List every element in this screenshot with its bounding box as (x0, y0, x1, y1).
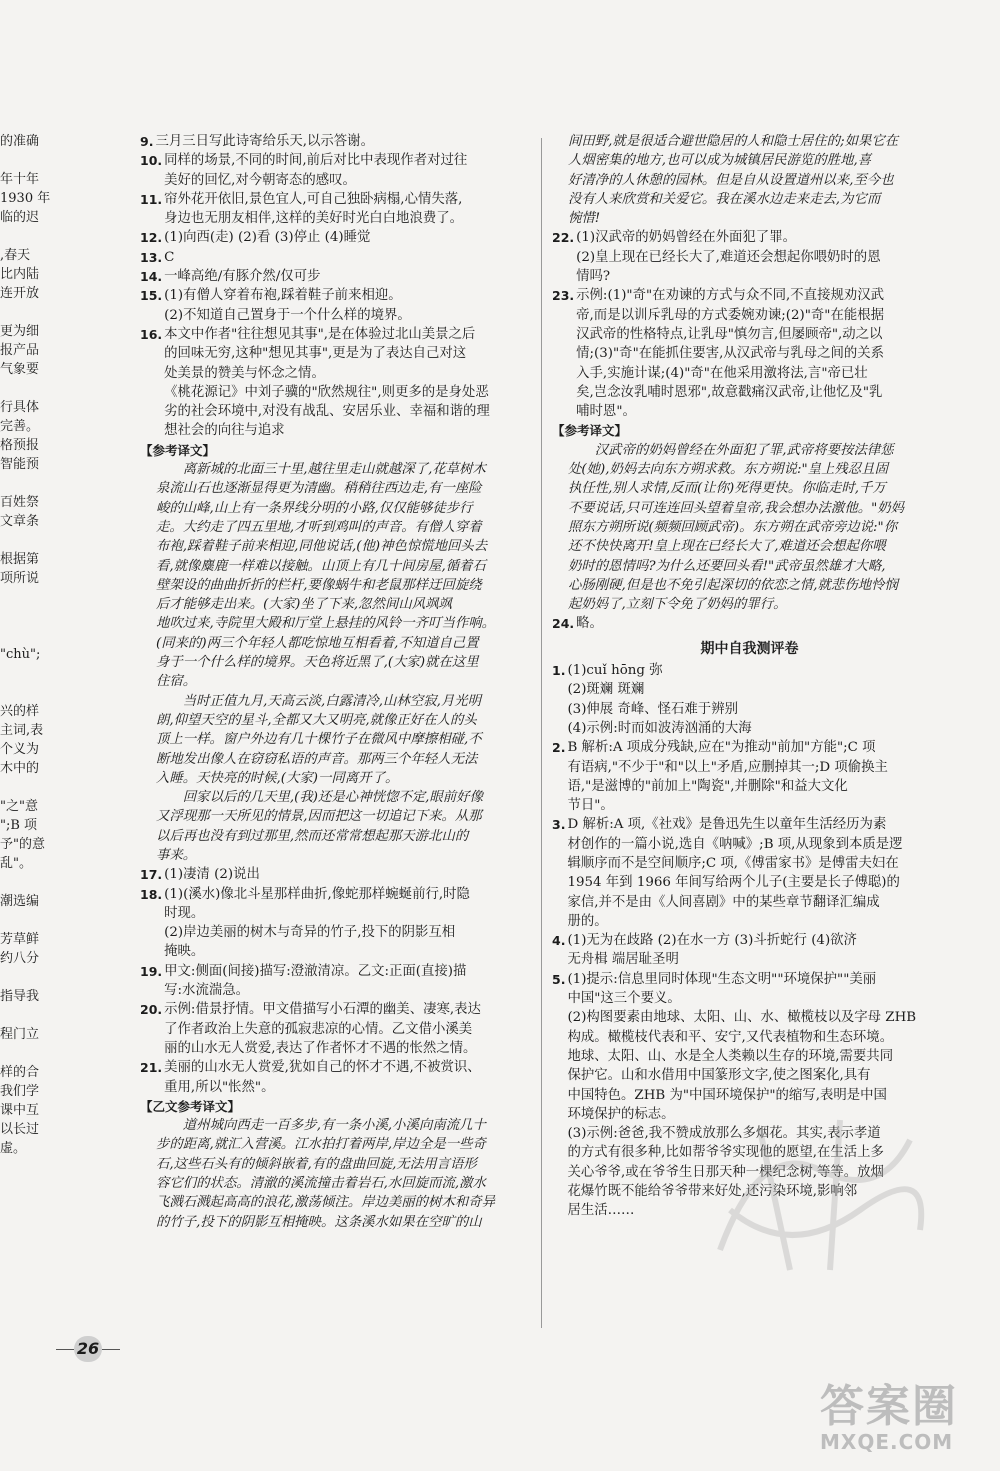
answer-item (140, 248, 532, 267)
translation-line: 朗,仰望天空的星斗,全都又大又明亮,就像正好在人的头 (156, 712, 477, 728)
translation-line: 离新城的北面三十里,越往里走山就越深了,花草树木 (182, 462, 486, 478)
answer-line: 甲文:侧面(间接)描写:澄澈清凉。乙文:正面(直接)描 (164, 963, 467, 979)
answer-text (164, 190, 532, 229)
answer-line: (2)岸边美丽的树木与奇异的竹子,投下的阴影互相 (164, 925, 456, 941)
answer-line: 美好的回忆,对今朝寄态的感叹。 (164, 172, 356, 188)
answer-line: (1)cuǐ hōng 弥 (567, 663, 663, 679)
fragment-line: "chù"; (0, 647, 41, 662)
translation-block (552, 441, 947, 615)
answer-line: 三月三日写此诗寄给乐天,以示答谢。 (155, 134, 374, 149)
fragment-line: 兴的样 (0, 704, 40, 719)
fragment-line: 年十年 (0, 172, 40, 187)
answer-line: 无舟楫 端居耻圣明 (567, 952, 679, 968)
fragment-line: 约八分 (0, 951, 40, 966)
answer-line: 居生活…… (567, 1203, 635, 1219)
answer-line: 地球、太阳、山、水是全人类赖以生存的环境,需要共同 (567, 1048, 894, 1064)
fragment-line: 样的合 (0, 1065, 40, 1080)
fragment-line (0, 911, 52, 930)
answer-text (164, 151, 532, 190)
translation-header: 【参考译文】 (552, 423, 628, 439)
answer-item (552, 931, 947, 970)
fragment-line (0, 1006, 52, 1025)
translation-line: 不要说话,只可连连回头望着皇帝,我会想办法激他。"奶妈 (568, 500, 905, 516)
translation-line: 身于一个什么样的境界。天色将近黑了,(大家)就在这里 (156, 655, 479, 671)
answer-text (164, 865, 532, 884)
translation-line: 奶时的恩情吗?为什么还要回头看!"武帝虽然雄才大略, (568, 558, 886, 574)
fragment-line: 行具体 (0, 400, 40, 415)
answer-text (164, 286, 532, 325)
translation-line: 间田野,就是很适合避世隐居的人和隐士居住的;如果它在 (568, 134, 899, 149)
fragment-line: "之"意 (0, 799, 38, 814)
translation-line: (同来的)两三个年轻人都吃惊地互相看着,不知道自己置 (156, 635, 479, 651)
fragment-line (0, 1044, 52, 1063)
translation-line: 飞溅石溅起高高的浪花,激荡倾注。岸边美丽的树木和奇异 (156, 1195, 496, 1211)
translation-line: 惋惜! (568, 211, 601, 227)
fragment-line: 报产品 (0, 343, 40, 358)
fragment-line: 气象要 (0, 362, 40, 377)
answer-line: (2)构图要素由地球、太阳、山、水、橄榄枝以及字母 ZHB (567, 1010, 917, 1026)
answer-item (552, 614, 947, 633)
answer-line: 身边也无朋友相伴,这样的美好时光白白地浪费了。 (164, 211, 464, 227)
answer-number: 5. (552, 971, 566, 987)
translation-line: 没有人来欣赏和关爱它。我在溪水边走来走去,为它而 (568, 191, 881, 207)
fragment-line: 木中的 (0, 761, 40, 776)
fragment-line: 完善。 (0, 419, 40, 434)
column-divider (541, 138, 542, 1328)
translation-line: 执任性,别人求情,反而(让你)死得更快。你临走时,千万 (568, 481, 886, 497)
answer-line: 示例:(1)"奇"在劝谏的方式与众不同,不直接规劝汉武 (576, 288, 885, 304)
answer-line: 辑顺序而不是空间顺序;C 项,《傅雷家书》是傅雷夫妇在 (567, 855, 899, 871)
translation-block (552, 132, 947, 228)
fragment-line: 智能预 (0, 457, 40, 472)
fragment-line: 我们学 (0, 1084, 40, 1099)
answer-line: 情吗? (576, 269, 611, 285)
answer-text (164, 248, 532, 267)
translation-line: 顶上一样。窗户外边有几十棵竹子在微风中摩擦相碰,不 (156, 732, 482, 748)
answer-line: 美丽的山水无人赏爱,犹如自己的怀才不遇,不被赏识、 (164, 1060, 481, 1076)
answer-line: 《桃花源记》中刘子骥的"欣然规往",则更多的是身处恶 (164, 384, 489, 400)
answer-line: 重用,所以"怅然"。 (164, 1079, 275, 1095)
answer-number: 3. (552, 817, 566, 833)
translation-line: 壁架设的曲曲折折的栏杆,要像蜗牛和老鼠那样迂回旋绕 (156, 577, 482, 593)
fragment-line: 临的迟 (0, 210, 40, 225)
answer-line: 哺时恩"。 (576, 404, 636, 420)
fragment-line: 百姓祭 (0, 495, 40, 510)
answer-line: 写:水流湍急。 (164, 983, 250, 999)
translation-line: 回家以后的几天里,(我)还是心神恍惚不定,眼前好像 (182, 790, 483, 806)
answer-line: 帘外花开依旧,景色宜人,可自己独卧病榻,心情失落, (164, 191, 463, 207)
answer-line: 关心爷爷,或在爷爷生日那天种一棵纪念树,等等。放烟 (567, 1164, 884, 1180)
fragment-line (0, 531, 52, 550)
answer-item (552, 815, 947, 931)
fragment-line: ";B 项 (0, 818, 38, 833)
translation-line: 好清净的人休憩的园林。但是自从设置道州以来,至今也 (568, 172, 894, 188)
answer-line: 语,"是滋博的"前加上"陶瓷",并删除"和益大文化 (567, 778, 848, 794)
fragment-line (0, 227, 52, 246)
answer-text (164, 885, 532, 962)
fragment-line (0, 379, 52, 398)
answer-number: 4. (552, 933, 566, 949)
translation-line: 入睡。天快亮的时候,(大家)一同离开了。 (156, 770, 399, 786)
answer-line: 花爆竹既不能给爷爷带来好处,还污染环境,影响邻 (567, 1184, 858, 1200)
answer-number: 10. (140, 153, 163, 169)
answer-line: 入手,实施计谋;(4)"奇"在他采用激将法,言"帝已壮 (576, 365, 868, 381)
answer-text (567, 815, 947, 931)
answer-number: 2. (552, 740, 566, 756)
site-watermark (820, 1370, 958, 1454)
fragment-line (0, 778, 52, 797)
fragment-line (0, 303, 52, 322)
translation-line: 心肠刚硬,但是也不免引起深切的依恋之情,就悲伤地怜悯 (568, 577, 898, 593)
answer-number: 16. (140, 326, 163, 342)
fragment-line: 乱"。 (0, 856, 32, 871)
answer-item (552, 661, 947, 738)
answer-item (552, 286, 947, 421)
answer-number: 13. (140, 249, 163, 265)
answer-number: 23. (552, 288, 575, 304)
answer-item (140, 1058, 532, 1097)
answer-item (140, 132, 532, 151)
answer-line: 有语病,"不少于"和"以上"矛盾,应删掉其一;D 项偷换主 (567, 759, 888, 775)
translation-line: 石,这些石头有的倾斜嵌着,有的盘曲回旋,无法用言语形 (156, 1156, 477, 1172)
answer-item (140, 228, 532, 247)
answer-line: 情;(3)"奇"在能抓住要害,从汉武帝与乳母之间的关系 (576, 346, 885, 362)
answer-line: 环境保护的标志。 (567, 1106, 675, 1122)
answer-number: 17. (140, 867, 163, 883)
answer-line: (1)有僧人穿着布袍,踩着鞋子前来相迎。 (164, 288, 402, 304)
fragment-line (0, 968, 52, 987)
answer-text (567, 738, 947, 815)
translation-line: 道州城向西走一百多步,有一条小溪,小溪向南流几十 (182, 1118, 486, 1134)
stamp-watermark (700, 1100, 930, 1280)
fragment-line: 的准确 (0, 134, 40, 149)
translation-line: 峻的山峰,山上有一条界线分明的小路,仅仅能够徒步行 (156, 500, 473, 516)
fragment-line: 文章条 (0, 514, 40, 529)
answer-line: 略。 (576, 616, 603, 632)
answer-line: 劣的社会环境中,对没有战乱、安居乐业、幸福和谐的理 (164, 404, 490, 420)
translation-line: 人烟密集的地方,也可以成为城镇居民游览的胜地,喜 (568, 153, 872, 169)
fragment-line (0, 873, 52, 892)
answer-number: 18. (140, 886, 163, 902)
fragment-line (0, 664, 52, 683)
answer-line: 矣,岂念汝乳哺时恩邪",故意戳痛汉武帝,让他忆及"乳 (576, 384, 883, 400)
answer-line: 同样的场景,不同的时间,前后对比中表现作者对过往 (164, 153, 468, 169)
answer-text (576, 286, 947, 421)
fragment-line: 予"的意 (0, 837, 45, 852)
fragment-line (0, 607, 52, 626)
middle-column (140, 132, 532, 1232)
translation-line: 步的距离,就汇入营溪。江水拍打着两岸,岸边全是一些奇 (156, 1137, 486, 1153)
answer-number: 14. (140, 269, 163, 285)
right-column (552, 132, 947, 1221)
left-column-fragments (0, 132, 52, 1158)
page-number (56, 1336, 120, 1362)
answer-text (164, 267, 532, 286)
translation-line: 当时正值九月,天高云淡,白露清冷,山林空寂,月光明 (182, 693, 482, 709)
translation-line: 走。大约走了四五里地,才听到鸡叫的声音。有僧人穿着 (156, 519, 482, 535)
translation-block (140, 1116, 532, 1232)
answer-line: 本文中作者"往往想见其事",是在体验过北山美景之后 (164, 326, 476, 342)
answer-item (140, 885, 532, 962)
translation-line: 的竹子,投下的阴影互相掩映。这条溪水如果在空旷的山 (156, 1214, 482, 1230)
answer-line: (1)(溪水)像北斗星那样曲折,像蛇那样蜿蜒前行,时隐 (164, 886, 470, 902)
answer-item (140, 962, 532, 1001)
fragment-line (0, 588, 52, 607)
translation-line: 处(她),奶妈去向东方朔求救。东方朔说:"皇上残忍且固 (568, 462, 888, 478)
answer-line: 掩映。 (164, 944, 205, 960)
answer-line: 帝,而是以训斥乳母的方式委婉劝谏;(2)"奇"在能根据 (576, 307, 885, 323)
answer-text (164, 228, 532, 247)
watermark-url: MXQE.COM (820, 1430, 954, 1454)
fragment-line: 更为细 (0, 324, 40, 339)
translation-line: 泉流山石也逐渐显得更为清幽。稍稍往西边走,有一座险 (156, 481, 482, 497)
translation-header: 【参考译文】 (140, 442, 216, 458)
answer-item (140, 865, 532, 884)
answer-item (552, 228, 947, 286)
translation-line: 住宿。 (156, 674, 197, 690)
fragment-line (0, 151, 52, 170)
answer-line: 1954 年到 1966 年间写给两个儿子(主要是长子傅聪)的 (567, 875, 900, 891)
translation-line: 后才能够走出来。(大家)坐了下来,忽然间山风飒飒 (156, 597, 452, 613)
fragment-line: 个义为 (0, 742, 40, 757)
answer-text (164, 325, 532, 441)
translation-line: 起奶妈了,立刻下令免了奶妈的罪行。 (568, 597, 787, 613)
answer-line: 的回味无穷,这种"想见其事",更是为了表达自己对这 (164, 346, 467, 362)
answer-item (140, 286, 532, 325)
answer-text (576, 614, 947, 633)
answer-line: 节日"。 (567, 798, 614, 814)
answer-number: 9. (140, 134, 154, 149)
answer-line: (2)斑斓 斑斓 (567, 682, 645, 698)
fragment-line: 主词,表 (0, 723, 44, 738)
answer-line: (1)汉武帝的奶妈曾经在外面犯了罪。 (576, 230, 796, 246)
answer-line: 册的。 (567, 913, 608, 929)
answer-line: 中国"这三个要义。 (567, 991, 681, 1007)
fragment-line: 比内陆 (0, 267, 40, 282)
fragment-line: 芳草鲜 (0, 932, 40, 947)
answer-number: 20. (140, 1002, 163, 1018)
fragment-line: ,春天 (0, 248, 31, 263)
answer-number: 15. (140, 288, 163, 304)
page-number-text: 26 (74, 1336, 102, 1362)
answer-line: (1)向西(走) (2)看 (3)停止 (4)睡觉 (164, 230, 371, 246)
answer-line: (1)凄清 (2)说出 (164, 867, 260, 883)
translation-header: 【乙文参考译文】 (140, 1098, 241, 1114)
fragment-line (0, 474, 52, 493)
translation-line: 又浮现那一天所见的情景,因而把这一切追记下来。从那 (156, 809, 482, 825)
answer-line: 时现。 (164, 905, 205, 921)
section-title: 期中自我测评卷 (700, 640, 799, 657)
answer-text (164, 1000, 532, 1058)
answer-text (576, 228, 947, 286)
answer-item (140, 267, 532, 286)
translation-block (140, 460, 532, 865)
answer-line: 示例:借景抒情。甲文借描写小石潭的幽美、凄寒,表达 (164, 1002, 481, 1018)
answer-line: B 解析:A 项成分残缺,应在"为推动"前加"方能";C 项 (567, 740, 876, 756)
translation-line: 布袍,踩着鞋子前来相迎,同他说话,(他)神色惊慌地回头去 (156, 539, 488, 555)
answer-line: C (164, 249, 175, 265)
fragment-line: 指导我 (0, 989, 40, 1004)
answer-line: 材创作的一篇小说,选自《呐喊》;B 项,从现象到本质是逻 (567, 836, 903, 852)
answer-item (140, 151, 532, 190)
fragment-line: 课中互 (0, 1103, 40, 1118)
watermark-logo-text: 答案圈 (820, 1381, 958, 1432)
translation-line: 还不快快离开!皇上现在已经长大了,难道还会想起你喂 (568, 539, 886, 555)
fragment-line: 根据第 (0, 552, 40, 567)
answer-line: 想社会的向往与追求 (164, 423, 285, 439)
answer-number: 22. (552, 230, 575, 246)
answer-number: 12. (140, 230, 163, 246)
answer-line: (4)示例:时而如波涛汹涌的大海 (567, 720, 752, 736)
answer-line: 了作者政治上失意的孤寂悲凉的心情。乙文借小溪美 (164, 1021, 473, 1037)
translation-line: 以后再也没有到过那里,然而还常常想起那天游北山的 (156, 828, 469, 844)
fragment-line: 程门立 (0, 1027, 40, 1042)
fragment-line: 格预报 (0, 438, 40, 453)
fragment-line: 潮选编 (0, 894, 40, 909)
answer-line: 构成。橄榄枝代表和平、安宁,又代表植物和生态环境。 (567, 1029, 894, 1045)
translation-line: 事来。 (156, 847, 197, 863)
fragment-line: 项所说 (0, 571, 40, 586)
fragment-line: 虚。 (0, 1141, 27, 1156)
answer-number: 24. (552, 616, 575, 632)
translation-line: 汉武帝的奶妈曾经在外面犯了罪,武帝将要按法律惩 (594, 442, 894, 458)
answer-line: (1)提示:信息里同时体现"生态文明""环境保护""美丽 (567, 971, 877, 987)
answer-line: 中国特色。ZHB 为"中国环境保护"的缩写,表明是中国 (567, 1087, 887, 1103)
answer-text (155, 132, 532, 151)
answer-line: 保护它。山和水借用中国篆形文字,使之图案化,具有 (567, 1068, 871, 1084)
answer-line: 处美景的赞美与怀念之情。 (164, 365, 325, 381)
fragment-line (0, 626, 52, 645)
answer-item (140, 190, 532, 229)
translation-line: 断地发出像人在窃窃私语的声音。那两三个年轻人无法 (156, 751, 478, 767)
fragment-line: 连开放 (0, 286, 40, 301)
answer-line: 一峰高绝/有豚介然/仅可步 (164, 269, 321, 285)
answer-line: (2)不知道自己置身于一个什么样的境界。 (164, 307, 411, 323)
answer-line: (3)示例:爸爸,我不赞成放那么多烟花。其实,表示孝道 (567, 1126, 881, 1142)
answer-number: 21. (140, 1060, 163, 1076)
answer-line: D 解析:A 项,《社戏》是鲁迅先生以童年生活经历为素 (567, 817, 887, 833)
answer-item (140, 325, 532, 441)
translation-line: 地吹过来,寺院里大殿和厅堂上悬挂的风铃一齐叮当作响。 (156, 616, 496, 632)
translation-line: 容它们的状态。清澈的溪流撞击着岩石,水回旋而流,激水 (156, 1176, 486, 1192)
translation-line: 照东方朔所说(频频回顾武帝)。东方朔在武帝旁边说:"你 (568, 519, 898, 535)
answer-number: 1. (552, 663, 566, 679)
answer-line: 的方式有很多种,比如帮爷爷实现他的愿望,在生活上多 (567, 1145, 884, 1161)
answer-line: 家信,并不是由《人间喜剧》中的某些章节翻译汇编成 (567, 894, 880, 910)
answer-item (140, 1000, 532, 1058)
answer-item (552, 738, 947, 815)
answer-line: (2)皇上现在已经长大了,难道还会想起你喂奶时的恩 (576, 249, 881, 265)
answer-line: (1)无为在歧路 (2)在水一方 (3)斗折蛇行 (4)欲济 (567, 933, 857, 949)
fragment-line: 以长过 (0, 1122, 40, 1137)
answer-text (567, 661, 947, 738)
answer-line: 汉武帝的性格特点,让乳母"慎勿言,但屡顾帝",动之以 (576, 326, 883, 342)
fragment-line (0, 683, 52, 702)
answer-number: 11. (140, 191, 163, 207)
answer-line: 丽的山水无人赏爱,表达了作者怀才不遇的怅然之情。 (164, 1040, 477, 1056)
translation-line: 看,就像麋鹿一样难以接触。山顶上有几十间房屋,循着石 (156, 558, 486, 574)
answer-line: (3)伸展 奇峰、怪石难于辨别 (567, 701, 738, 717)
answer-text (567, 931, 947, 970)
fragment-line: 1930 年 (0, 191, 51, 206)
answer-text (164, 1058, 532, 1097)
answer-text (164, 962, 532, 1001)
answer-number: 19. (140, 963, 163, 979)
